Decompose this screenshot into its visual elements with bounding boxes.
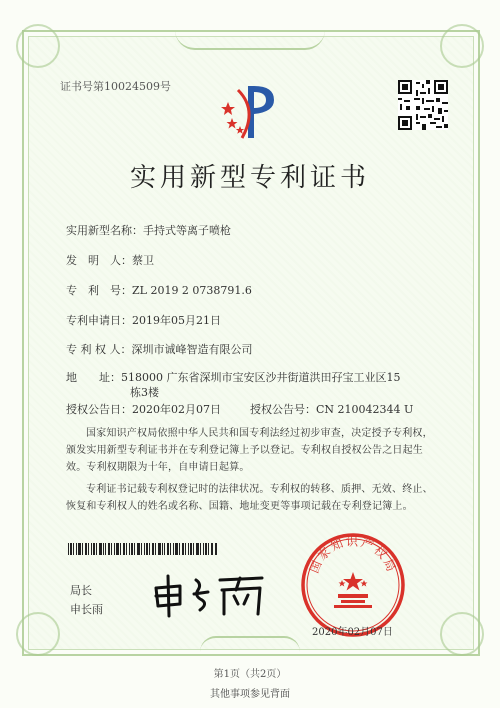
field-label: 地 址：: [66, 371, 121, 384]
bottom-ornament: [200, 636, 300, 652]
field-value: CN 210042344 U: [316, 403, 414, 416]
utility-model-name-row: [66, 222, 231, 238]
field-label: 实用新型名称：: [66, 224, 143, 237]
field-label: 专 利 权 人：: [66, 343, 132, 356]
field-label: 发 明 人：: [66, 254, 132, 267]
svg-text:国家知识产权局: [307, 535, 399, 576]
address-row: [66, 369, 400, 385]
field-value: 2020年02月07日: [132, 403, 221, 416]
inventor-row: [66, 252, 154, 268]
field-value: 深圳市诚峰智造有限公司: [131, 343, 253, 356]
address-line-2: 栋3楼: [130, 386, 159, 399]
seal-text: 国家知识产权局: [306, 534, 400, 576]
director-name-label: 申长雨: [70, 603, 103, 616]
corner-ornament: [16, 24, 60, 68]
grant-number-row: [250, 401, 413, 417]
corner-ornament: [16, 612, 60, 656]
field-label: 授权公告日：: [66, 403, 132, 416]
footer-note: 其他事项参见背面: [210, 689, 290, 700]
page-number: 第1页（共2页）: [213, 669, 287, 680]
field-label: 授权公告号：: [250, 403, 316, 416]
grant-date-row: [66, 401, 221, 417]
certificate-number: 证书号第10024509号: [60, 80, 171, 93]
field-value: 蔡卫: [132, 254, 154, 267]
cnipa-emblem-icon: [218, 80, 282, 144]
top-ornament: [175, 30, 325, 50]
patent-number-row: [66, 282, 252, 298]
field-label: 专利申请日：: [66, 314, 132, 327]
qr-code-icon: [398, 80, 448, 130]
legal-paragraph-2: 专利证书记载专利权登记时的法律状况。专利权的转移、质押、无效、终止、恢复和专利权人的姓名或名称、国籍、地址变更等事项记载在专利登记簿上。: [66, 484, 433, 512]
director-title-label: 局长: [70, 584, 92, 597]
barcode-icon: [68, 543, 218, 555]
field-value: ZL 2019 2 0738791.6: [132, 284, 252, 297]
corner-ornament: [440, 24, 484, 68]
page-title: 实用新型专利证书: [129, 163, 370, 193]
legal-paragraph-1: 国家知识产权局依照中华人民共和国专利法经过初步审查，决定授予专利权，颁发实用新型专利证书并在专利登记簿上予以登记。专利权自授权公告之日起生效。专利权期限为十年，自申请日起算。: [66, 428, 433, 473]
patentee-row: [66, 341, 253, 357]
field-value: 2019年05月21日: [132, 314, 221, 327]
corner-ornament: [440, 612, 484, 656]
field-value: 手持式等离子喷枪: [143, 224, 231, 237]
field-value: 518000 广东省深圳市宝安区沙井街道洪田孖宝工业区15: [121, 371, 401, 384]
filing-date-row: [66, 312, 221, 328]
handwritten-signature: [150, 570, 270, 620]
field-label: 专 利 号：: [66, 284, 132, 297]
seal-date: 2020年02月07日: [312, 627, 393, 638]
